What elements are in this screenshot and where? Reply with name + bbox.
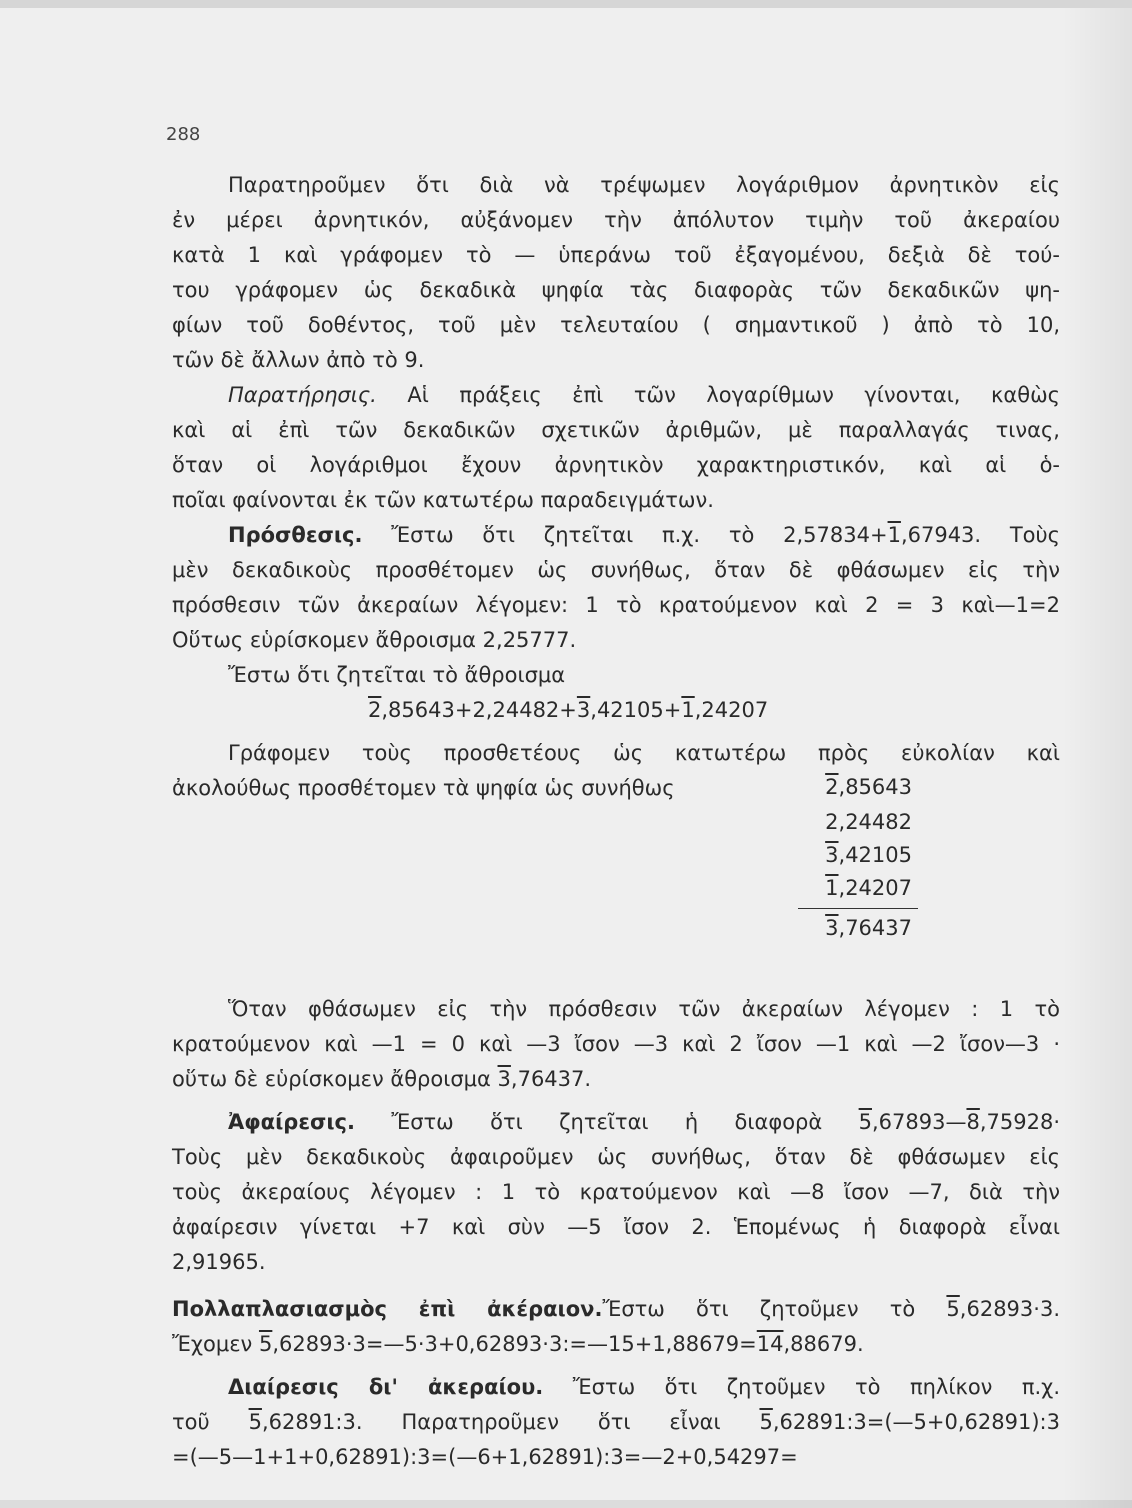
text-line: =(—5—1+1+0,62891):3=(—6+1,62891):3=—2+0,54297= [172,1445,798,1469]
subtraction-heading: Ἀφαίρεσις. [228,1110,355,1134]
text-line: 2,91965. [172,1250,266,1274]
text-line: καὶ αἱ ἐπὶ τῶν δεκαδικῶν σχετικῶν ἀριθμῶν, μὲ παραλλαγάς τινας, [172,418,1060,442]
addend-row: 2,85643 [825,775,912,799]
text-line: ὅταν οἱ λογάριθμοι ἔχουν ἀρνητικὸν χαρακτηριστικόν, καὶ αἱ ὁ- [172,453,1060,477]
page-number: 288 [166,124,201,145]
text-line: φίων τοῦ δοθέντος, τοῦ μὲν τελευταίου ( σημαντικοῦ ) ἀπὸ τὸ 10, [172,313,1060,337]
addition-first-line: Πρόσθεσις. Ἔστω ὅτι ζητεῖται π.χ. τὸ 2,57834+1,67943. Τοὺς [228,523,1061,547]
text-line: ἀκολούθως προσθέτομεν τὰ ψηφία ὡς συνήθως [172,776,675,800]
multiplication-heading: Πολλαπλασιασμὸς ἐπὶ ἀκέραιον. [172,1297,603,1321]
remark-text: Αἱ πράξεις ἐπὶ τῶν λογαρίθμων γίνονται, καθὼς [376,383,1060,407]
text-line: Ἔχομεν 5,62893·3=—5·3+0,62893·3:=—15+1,88679=14,88679. [172,1332,864,1356]
text-line: τοῦ 5,62891:3. Παρατηροῦμεν ὅτι εἶναι 5,62891:3=(—5+0,62891):3 [172,1410,1060,1434]
text-line: του γράφομεν ὡς δεκαδικὰ ψηφία τὰς διαφορὰς τῶν δεκαδικῶν ψη- [172,278,1060,302]
division-heading: Διαίρεσις δι' ἀκεραίου. [228,1375,544,1399]
sum-divider [798,908,918,909]
text-line: κατὰ 1 καὶ γράφομεν τὸ — ὑπεράνω τοῦ ἐξαγομένου, δεξιὰ δὲ τού- [172,243,1060,267]
remark-heading: Παρατήρησις. [228,383,377,407]
page-edge-shadow [1062,8,1132,1508]
addition-heading: Πρόσθεσις. [228,523,363,547]
text-line: τοὺς ἀκεραίους λέγομεν : 1 τὸ κρατούμενον καὶ —8 ἴσον —7, διὰ τὴν [172,1180,1060,1204]
text-line: πρόσθεσιν τῶν ἀκεραίων λέγομεν: 1 τὸ κρατούμενον καὶ 2 = 3 καὶ—1=2 [172,593,1060,617]
sum-formula: 2,85643+2,24482+3,42105+1,24207 [368,698,769,722]
addend-row: 2,24482 [825,810,912,834]
text-line: τῶν δὲ ἄλλων ἀπὸ τὸ 9. [172,348,425,372]
subtraction-first-line: Ἀφαίρεσις. Ἔστω ὅτι ζητεῖται ἡ διαφορὰ 5,67893—8,75928· [228,1110,1060,1134]
division-first-line: Διαίρεσις δι' ἀκεραίου. Ἔστω ὅτι ζητοῦμεν τὸ πηλίκον π.χ. [228,1375,1060,1399]
page-body [172,168,1060,1475]
text-line: ποῖαι φαίνονται ἐκ τῶν κατωτέρω παραδειγμάτων. [172,488,714,512]
text-line: κρατούμενον καὶ —1 = 0 καὶ —3 ἴσον —3 καὶ 2 ἴσον —1 καὶ —2 ἴσον—3 · [172,1032,1060,1056]
text-line: Τοὺς μὲν δεκαδικοὺς ἀφαιροῦμεν ὡς συνήθως, ὅταν δὲ φθάσωμεν εἰς [172,1145,1060,1169]
text-line: ἀφαίρεσιν γίνεται +7 καὶ σὺν —5 ἴσον 2. Ἑπομένως ἡ διαφορὰ εἶναι [172,1215,1060,1239]
addend-row: 3,42105 [825,843,912,867]
text-line: Γράφομεν τοὺς προσθετέους ὡς κατωτέρω πρὸς εὐκολίαν καὶ [228,741,1060,765]
text-line: Οὕτως εὑρίσκομεν ἄθροισμα 2,25777. [172,628,577,652]
text-line: ἐν μέρει ἀρνητικόν, αὐξάνομεν τὴν ἀπόλυτον τιμὴν τοῦ ἀκεραίου [172,208,1060,232]
text-line: μὲν δεκαδικοὺς προσθέτομεν ὡς συνήθως, ὅταν δὲ φθάσωμεν εἰς τὴν [172,558,1060,582]
text-line: Ἔστω ὅτι ζητεῖται τὸ ἄθροισμα [228,663,566,687]
remark-first-line [172,378,1060,413]
text-line: οὕτω δὲ εὑρίσκομεν ἄθροισμα 3,76437. [172,1067,592,1091]
text-line: Παρατηροῦμεν ὅτι διὰ νὰ τρέψωμεν λογάριθμον ἀρνητικὸν εἰς [228,173,1060,197]
sum-result-row: 3,76437 [825,916,912,940]
addend-row: 1,24207 [825,876,912,900]
multiplication-first-line: Πολλαπλασιασμὸς ἐπὶ ἀκέραιον.Ἔστω ὅτι ζητοῦμεν τὸ 5,62893·3. [172,1297,1060,1321]
text-line: Ὅταν φθάσωμεν εἰς τὴν πρόσθεσιν τῶν ἀκεραίων λέγομεν : 1 τὸ [228,997,1060,1021]
